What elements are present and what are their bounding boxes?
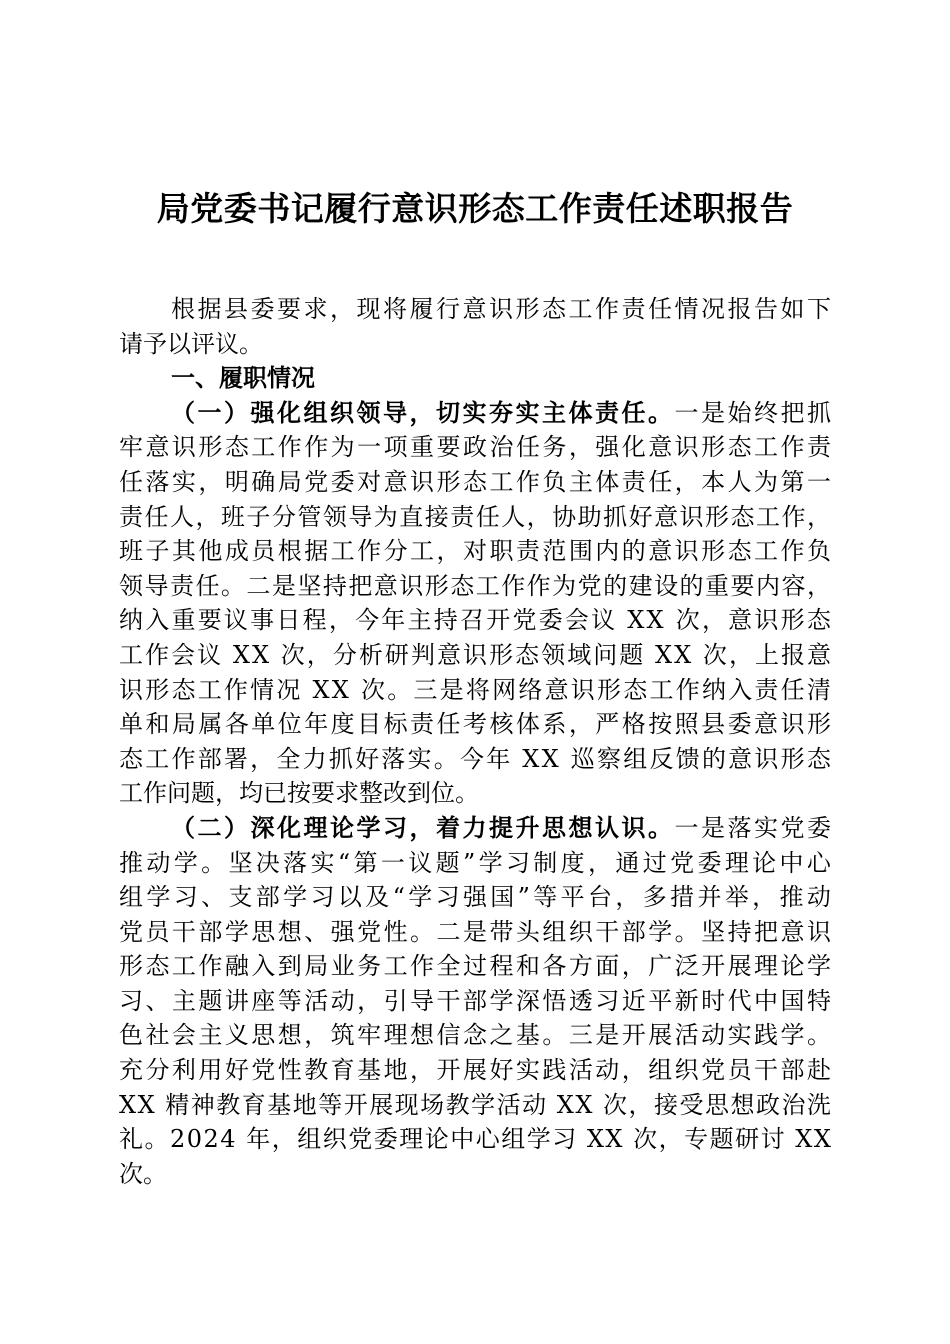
body-line: 识形态工作情况 XX 次。三是将网络意识形态工作纳入责任清 — [119, 675, 834, 704]
body-line: 党员干部学思想、强党性。二是带头组织干部学。坚持把意识 — [119, 917, 834, 946]
body-line: 礼。2024 年，组织党委理论中心组学习 XX 次，专题研讨 XX — [119, 1125, 833, 1154]
body-line: 形态工作融入到局业务工作全过程和各方面，广泛开展理论学 — [119, 952, 834, 981]
document-title: 局党委书记履行意识形态工作责任述职报告 — [156, 189, 794, 228]
body-line: 班子其他成员根据工作分工，对职责范围内的意识形态工作负 — [119, 537, 834, 566]
body-line: 工作问题，均已按要求整改到位。 — [119, 779, 479, 808]
section-heading: 一、履职情况 — [171, 363, 315, 393]
subsection-text: 一是始终把抓 — [674, 398, 834, 427]
body-line: 请予以评议。 — [119, 329, 263, 358]
subsection-line — [119, 811, 834, 846]
body-line: 牢意识形态工作作为一项重要政治任务，强化意识形态工作责 — [119, 433, 834, 462]
body-line: 组学习、支部学习以及“学习强国”等平台，多措并举，推动 — [119, 883, 835, 912]
body-line: 色社会主义思想，筑牢理想信念之基。三是开展活动实践学。 — [119, 1021, 834, 1050]
body-line: 根据县委要求，现将履行意识形态工作责任情况报告如下 — [171, 295, 834, 323]
body-line: 次。 — [119, 1159, 167, 1188]
body-line: 纳入重要议事日程，今年主持召开党委会议 XX 次，意识形态 — [119, 606, 834, 635]
body-line: 态工作部署，全力抓好落实。今年 XX 巡察组反馈的意识形态 — [119, 744, 834, 773]
subsection-heading: （二）深化理论学习，着力提升思想认识。 — [171, 812, 675, 842]
body-line: 推动学。坚决落实“第一议题”学习制度，通过党委理论中心 — [119, 848, 835, 877]
subsection-line — [119, 396, 834, 431]
body-line: 领导责任。二是坚持把意识形态工作作为党的建设的重要内容， — [119, 571, 833, 600]
body-line: 责任人，班子分管领导为直接责任人，协助抓好意识形态工作， — [119, 502, 833, 531]
body-line: 充分利用好党性教育基地，开展好实践活动，组织党员干部赴 — [119, 1056, 834, 1085]
body-line: 单和局属各单位年度目标责任考核体系，严格按照县委意识形 — [119, 710, 834, 739]
subsection-heading: （一）强化组织领导，切实夯实主体责任。 — [171, 397, 675, 427]
document-body — [119, 292, 835, 1191]
body-line: 工作会议 XX 次，分析研判意识形态领域问题 XX 次，上报意 — [119, 640, 834, 669]
body-line: XX 精神教育基地等开展现场教学活动 XX 次，接受思想政治洗 — [119, 1090, 833, 1119]
subsection-text: 一是落实党委 — [674, 813, 834, 842]
body-line: 习、主题讲座等活动，引导干部学深悟透习近平新时代中国特 — [119, 986, 834, 1015]
body-line: 任落实，明确局党委对意识形态工作负主体责任，本人为第一 — [119, 467, 834, 496]
